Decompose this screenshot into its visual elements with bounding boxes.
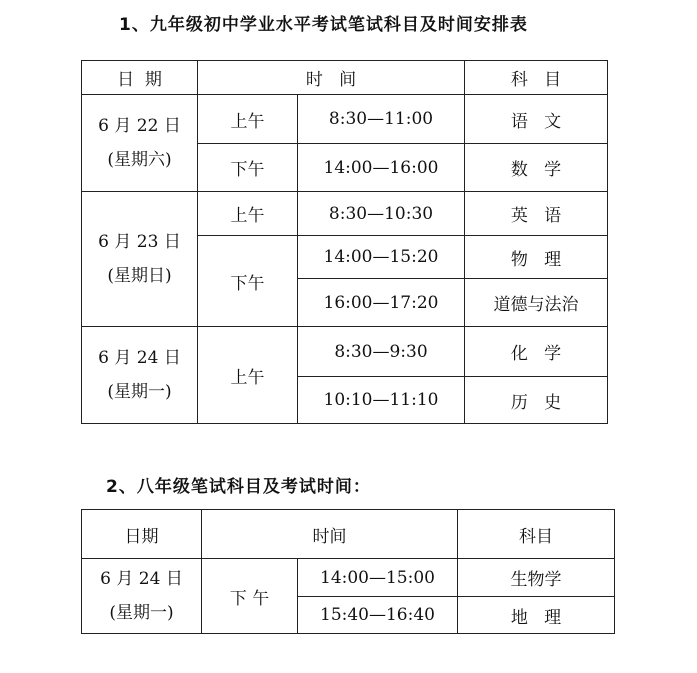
date-text: 6 月 24 日 xyxy=(100,569,183,589)
subject-cell: 道德与法治 xyxy=(465,279,608,327)
table-row xyxy=(82,192,608,236)
period-cell: 上午 xyxy=(198,327,298,424)
header-time: 时间 xyxy=(202,510,458,559)
table-header-row xyxy=(82,510,615,559)
section1-title: 1、九年级初中学业水平考试笔试科目及时间安排表 xyxy=(119,15,528,35)
date-cell xyxy=(82,192,198,327)
time-cell: 14:00—16:00 xyxy=(298,144,465,192)
time-cell: 8:30—9:30 xyxy=(298,327,465,377)
header-time: 时 间 xyxy=(198,61,465,95)
time-cell: 14:00—15:00 xyxy=(298,559,458,597)
weekday-text: (星期日) xyxy=(107,266,172,286)
time-cell: 15:40—16:40 xyxy=(298,597,458,634)
period-cell: 下 午 xyxy=(202,559,298,634)
subject-cell: 生物学 xyxy=(458,559,615,597)
subject-cell: 地 理 xyxy=(458,597,615,634)
weekday-text: (星期六) xyxy=(107,150,172,170)
table-header-row xyxy=(82,61,608,95)
subject-cell: 语 文 xyxy=(465,95,608,144)
time-cell: 10:10—11:10 xyxy=(298,377,465,424)
date-text: 6 月 22 日 xyxy=(98,116,181,136)
period-cell: 上午 xyxy=(198,192,298,236)
time-cell: 16:00—17:20 xyxy=(298,279,465,327)
time-cell: 8:30—11:00 xyxy=(298,95,465,144)
subject-cell: 化 学 xyxy=(465,327,608,377)
header-subject: 科目 xyxy=(458,510,615,559)
table-row xyxy=(82,559,615,597)
date-cell xyxy=(82,559,202,634)
subject-cell: 物 理 xyxy=(465,236,608,279)
time-cell: 8:30—10:30 xyxy=(298,192,465,236)
header-date: 日 期 xyxy=(82,61,198,95)
period-cell: 下午 xyxy=(198,236,298,327)
table-row xyxy=(82,95,608,144)
section2-title: 2、八年级笔试科目及考试时间： xyxy=(106,477,371,497)
grade8-schedule-table xyxy=(81,509,615,634)
subject-cell: 历 史 xyxy=(465,377,608,424)
subject-cell: 数 学 xyxy=(465,144,608,192)
date-cell xyxy=(82,95,198,192)
header-subject: 科 目 xyxy=(465,61,608,95)
date-cell xyxy=(82,327,198,424)
time-cell: 14:00—15:20 xyxy=(298,236,465,279)
weekday-text: (星期一) xyxy=(107,382,172,402)
table-row xyxy=(82,327,608,377)
period-cell: 上午 xyxy=(198,95,298,144)
grade9-schedule-table xyxy=(81,60,608,424)
weekday-text: (星期一) xyxy=(109,603,174,623)
date-text: 6 月 24 日 xyxy=(98,348,181,368)
period-cell: 下午 xyxy=(198,144,298,192)
subject-cell: 英 语 xyxy=(465,192,608,236)
date-text: 6 月 23 日 xyxy=(98,232,181,252)
header-date: 日期 xyxy=(82,510,202,559)
